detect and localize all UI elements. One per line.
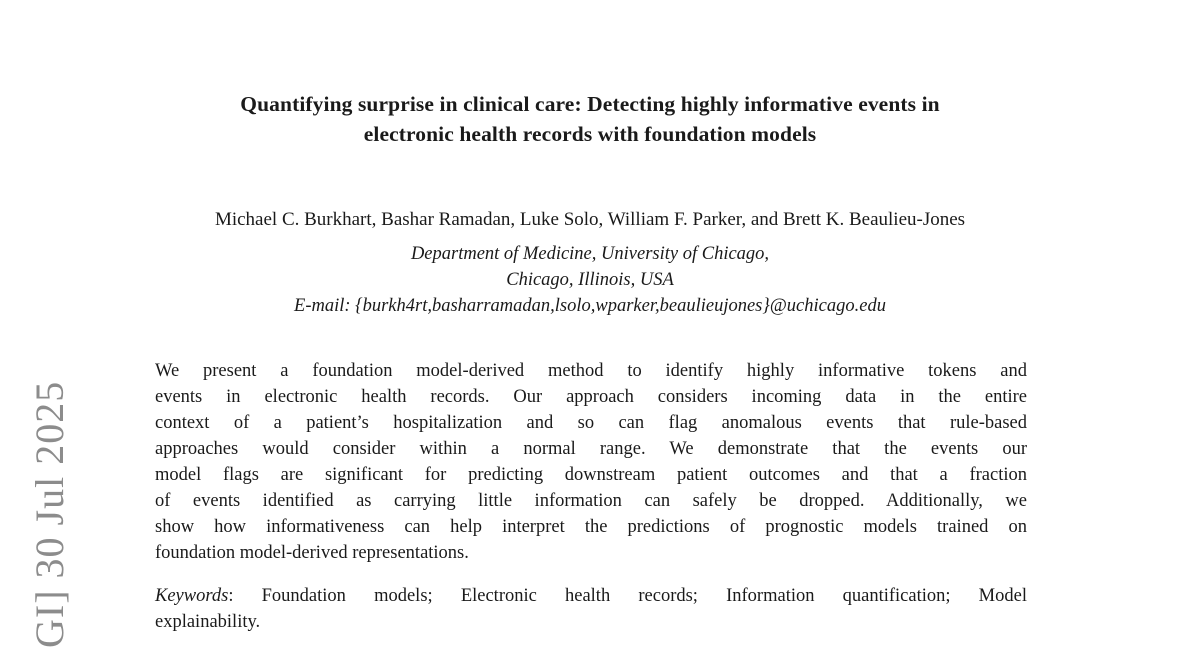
title-line-1: Quantifying surprise in clinical care: Detecting highly informative events in [240, 92, 940, 116]
affiliation-department: Department of Medicine, University of Chicago, [410, 244, 770, 264]
abstract-line: model flags are significant for predicting downstream patient outcomes and that a fraction [155, 465, 1027, 485]
paper-title [100, 89, 1080, 149]
author-list: Michael C. Burkhart, Bashar Ramadan, Luke Solo, William F. Parker, and Brett K. Beaulieu-Jones [214, 209, 966, 230]
abstract-line: context of a patient’s hospitalization and so can flag anomalous events that rule-based [155, 413, 1027, 433]
abstract-line: We present a foundation model-derived method to identify highly informative tokens and [155, 361, 1027, 381]
keywords-line-2: explainability. [155, 612, 261, 632]
arxiv-sidebar-stamp: GI] 30 Jul 2025 [27, 380, 72, 648]
affiliation-block [100, 241, 1080, 319]
affiliation-location: Chicago, Illinois, USA [506, 270, 674, 290]
abstract [155, 358, 1027, 566]
abstract-line: approaches would consider within a normal range. We demonstrate that the events our [155, 439, 1027, 459]
title-line-2: electronic health records with foundation models [363, 122, 817, 146]
author-emails: E-mail: {burkh4rt,basharramadan,lsolo,wparker,beaulieujones}@uchicago.edu [294, 296, 886, 316]
abstract-line: foundation model-derived representations. [155, 543, 469, 563]
abstract-line: show how informativeness can help interpret the predictions of prognostic models trained on [155, 517, 1027, 537]
keywords [155, 583, 1027, 635]
abstract-line: of events identified as carrying little information can safely be dropped. Additionally, we [155, 491, 1027, 511]
keywords-label: Keywords [155, 586, 229, 606]
keywords-line-1 [155, 583, 1027, 609]
keywords-text: : Foundation models; Electronic health records; Information quantification; Model [228, 586, 1027, 606]
abstract-line: events in electronic health records. Our approach considers incoming data in the entire [155, 387, 1027, 407]
